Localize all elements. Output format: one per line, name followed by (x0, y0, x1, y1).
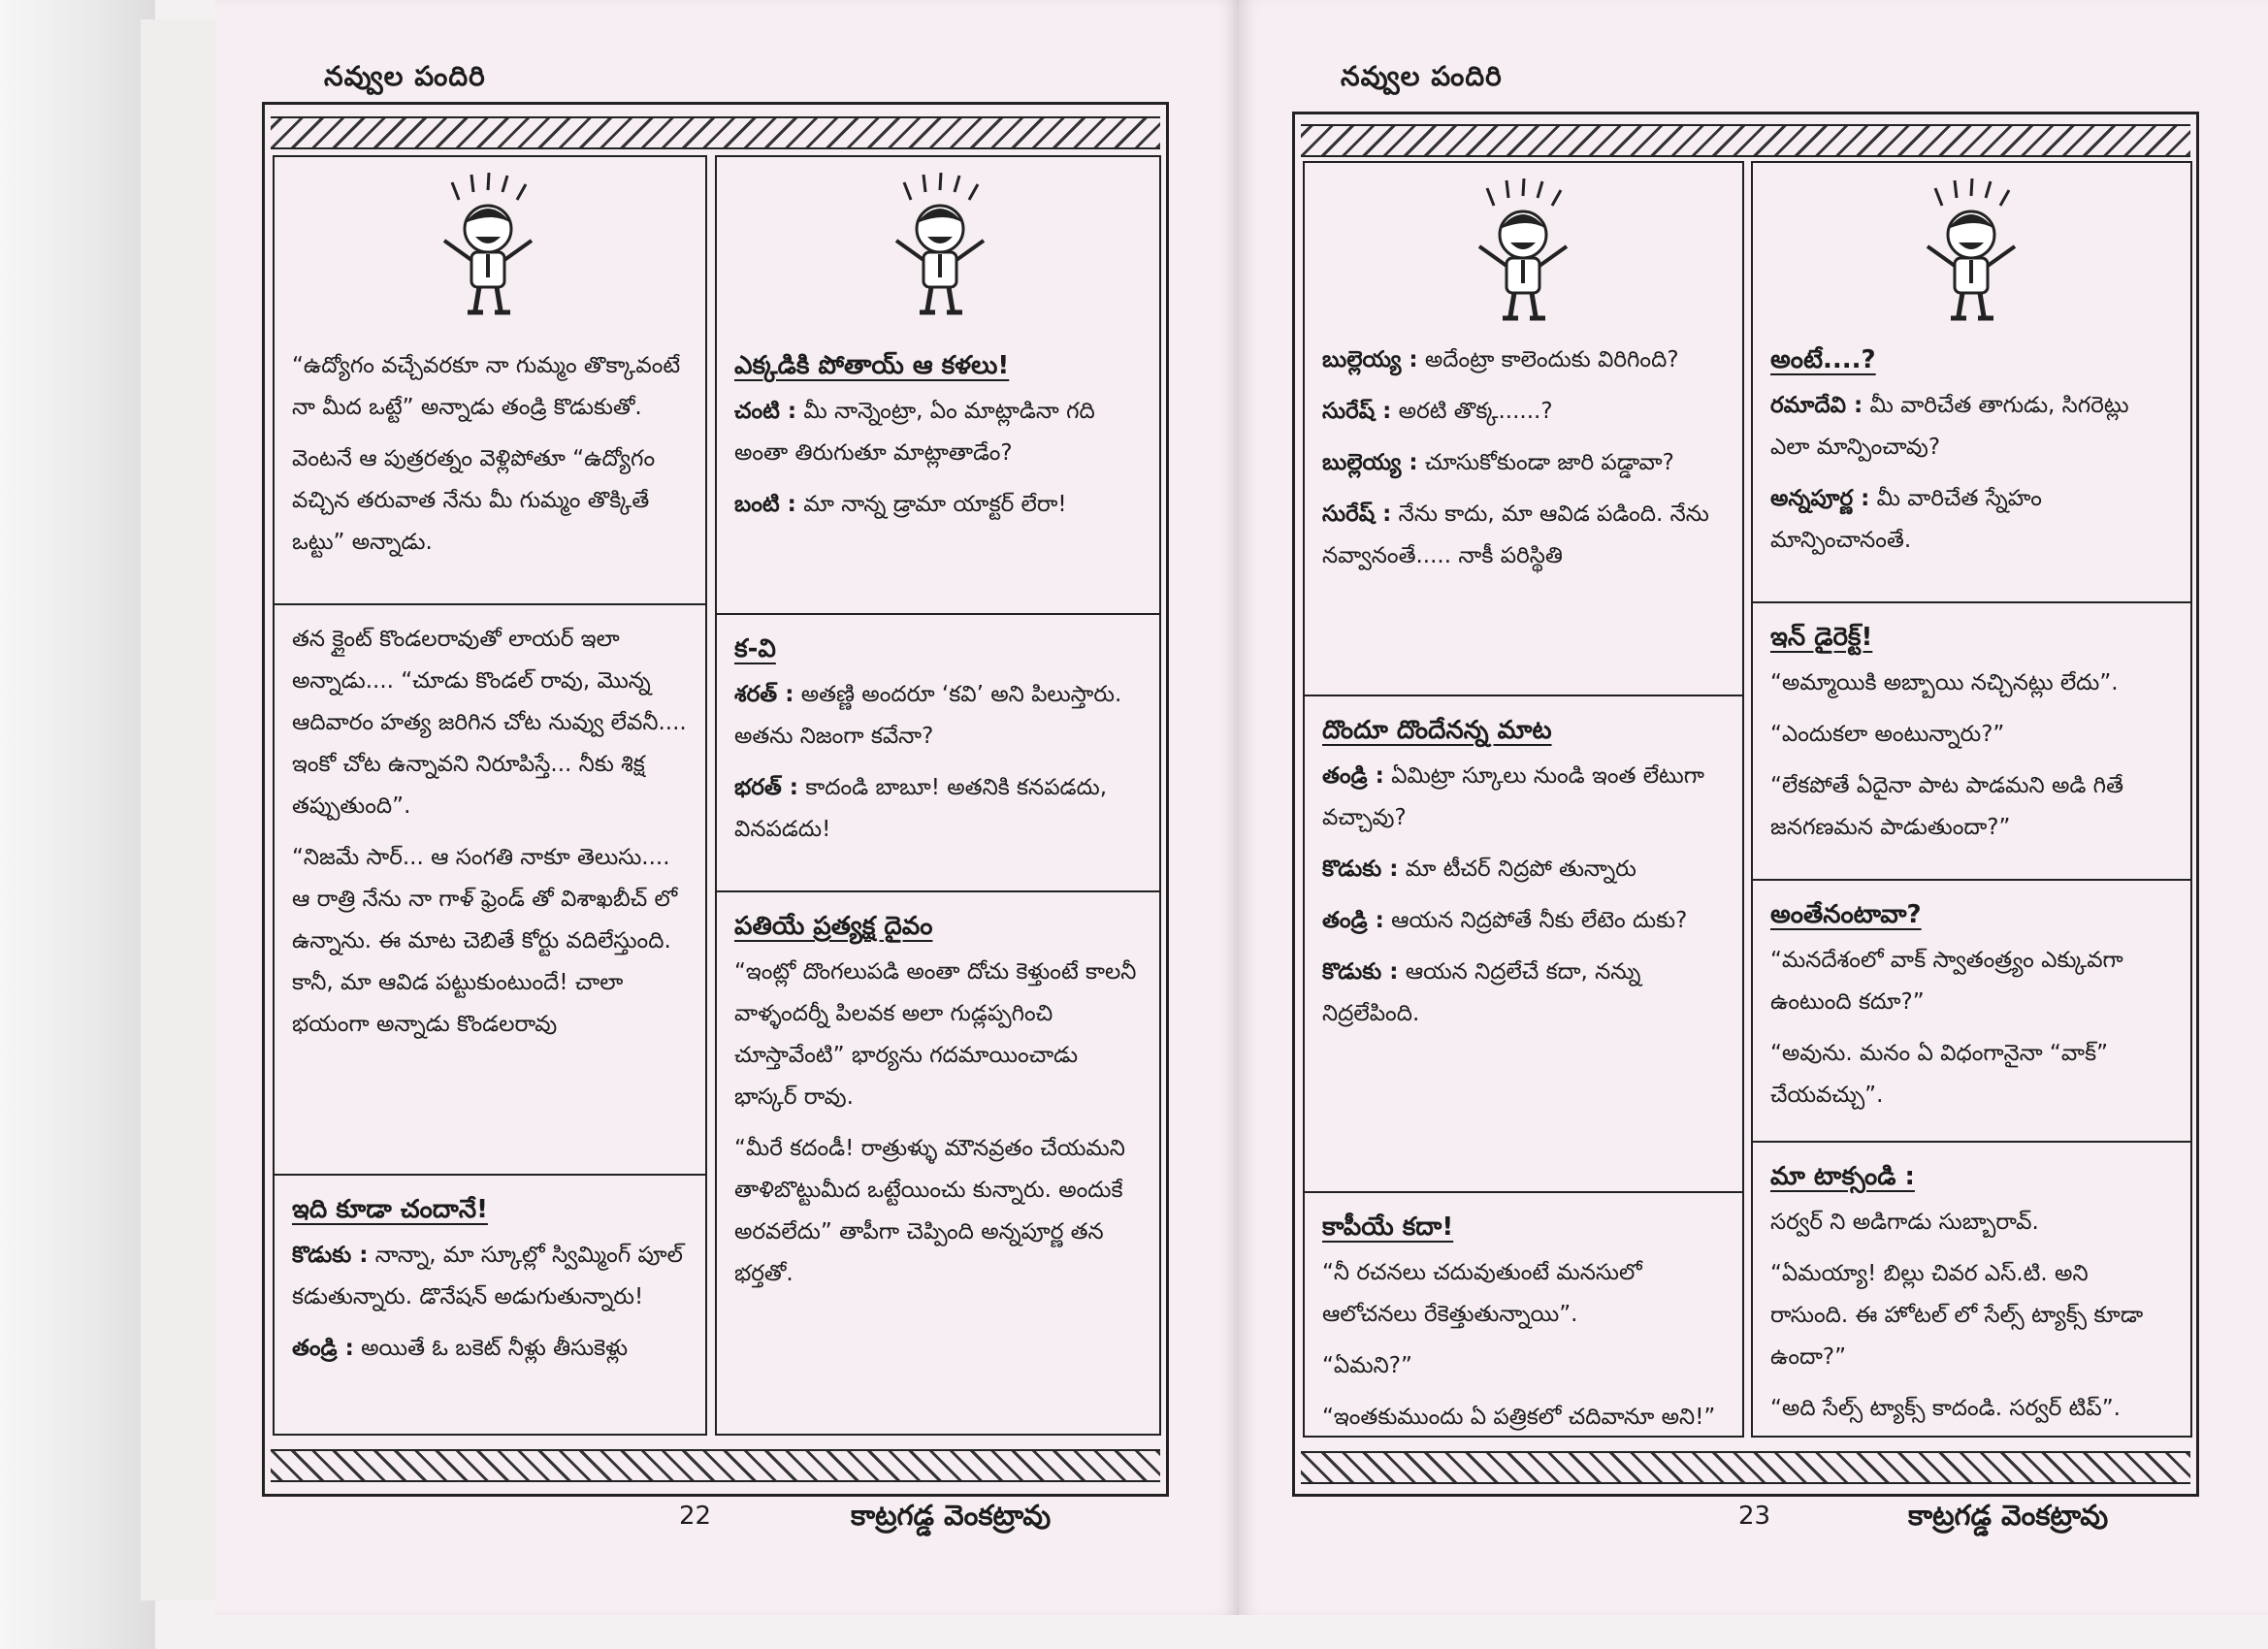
joke-title: కాపీయే కదా! (1322, 1212, 1454, 1242)
page-header: నవ్వుల పందిరి (324, 60, 486, 92)
laughing-boy-icon (1460, 178, 1586, 324)
joke-title: అంటే....? (1770, 345, 1876, 374)
laughing-boy-icon (1908, 178, 2034, 324)
decorative-border-bottom (1301, 1451, 2190, 1484)
column-2 (1751, 161, 2192, 1438)
decorative-border-bottom (271, 1449, 1160, 1482)
joke-title: క-వి (734, 634, 776, 663)
page-header: నవ్వుల పందిరి (1341, 60, 1503, 92)
joke-card: అంతేనంటావా? “మనదేశంలో వాక్ స్వాతంత్ర్యం ఎక్కువగా ఉంటుంది కదూ?” “అవును. మనం ఏ విధంగానైనా “వాక్” చేయవచ్చు”. (1753, 881, 2190, 1126)
joke-card: ఇన్ డైరెక్ట్! “అమ్మాయికి అబ్బాయి నచ్చినట్లు లేదు”. “ఎందుకలా అంటున్నారు?” “లేకపోతే ఏదైనా పాట పాడమని అడి గితే జనగణమన పాడుతుందా?” (1753, 603, 2190, 858)
joke-title: అంతేనంటావా? (1770, 900, 1922, 929)
joke-card: “ఉద్యోగం వచ్చేవరకూ నా గుమ్మం తొక్కావంటే నా మీద ఒట్టే” అన్నాడు తండ్రి కొడుకుతో. వెంటనే ఆ పుత్రరత్నం వెళ్లిపోతూ “ఉద్యోగం వచ్చిన తరువాత నేను మీ గుమ్మం తొక్కితే ఒట్టు” అన్నాడు. (292, 353, 681, 555)
laughing-boy-icon (877, 173, 1003, 318)
joke-card: కాపీయే కదా! “నీ రచనలు చదువుతుంటే మనసులో ఆలోచనలు రేకెత్తుతున్నాయి”. “ఏమని?” “ఇంతకుముందు ఏ పత్రికలో చదివానూ అని!” (1305, 1193, 1742, 1448)
joke-card: ఎక్కడికి పోతాయ్ ఆ కళలు! చంటి : మీ నాన్నెంట్రా, ఏం మాట్లాడినా గది అంతా తిరుగుతూ మాట్లాతాడేం? బంటి : మా నాన్న డ్రామా యాక్టర్ లేరా! (717, 332, 1159, 535)
joke-card: మా టాక్సండి : సర్వర్ ని అడిగాడు సుబ్బారావ్. “ఏమయ్యా! బిల్లు చివర ఎస్.టి. అని రాసుంది. ఈ హోటల్ లో సేల్స్ ట్యాక్స్ కూడా ఉందా?” “అది సేల్స్ ట్యాక్స్ కాదండి. సర్వర్ టిప్”. (1753, 1143, 2190, 1439)
joke-card: పతియే ప్రత్యక్ష దైవం “ఇంట్లో దొంగలుపడి అంతా దోచు కెళ్తుంటే కాలనీ వాళ్ళందర్నీ పిలవక అలా గుడ్లప్పగించి చూస్తావేంటి” భార్యను గదమాయించాడు భాస్కర్ రావు. “మీరే కదండీ! రాత్రుళ్ళు మౌనవ్రతం చేయమని తాళిబొట్టుమీద ఒట్టేయించు కున్నారు. అందుకే అరవలేదు” తాపీగా చెప్పింది అన్నపూర్ణ తన భర్తతో. (717, 892, 1159, 1305)
decorative-border-top (271, 116, 1160, 149)
joke-title: పతియే ప్రత్యక్ష దైవం (734, 912, 933, 941)
right-page (1239, 0, 2268, 1615)
joke-card: తన క్లైంట్ కొండలరావుతో లాయర్ ఇలా అన్నాడు.... “చూడు కొండల్ రావు, మొన్న ఆదివారం హత్య జరిగిన చోట నువ్వు లేవనీ.... ఇంకో చోట ఉన్నావని నిరూపిస్తే... నీకు శిక్ష తప్పుతుంది”. “నిజమే సార్... ఆ సంగతి నాకూ తెలుసు.... ఆ రాత్రి నేను నా గాళ్ ఫ్రెండ్ తో విశాఖబీచ్ లో ఉన్నాను. ఈ మాట చెబితే కోర్టు వదిలేస్తుంది. కానీ, మా ఆవిడ పట్టుకుంటుందే! చాలా భయంగా అన్నాడు కొండలరావు (292, 627, 687, 1037)
content-frame (262, 102, 1169, 1497)
joke-title: ఎక్కడికి పోతాయ్ ఆ కళలు! (734, 351, 1010, 380)
page-number: 23 (1738, 1502, 1771, 1531)
left-page (215, 0, 1239, 1615)
footer-author: కాట్రగడ్డ వెంకట్రావు (1908, 1499, 2109, 1532)
laughing-boy-icon (425, 173, 551, 318)
joke-title: ఇన్ డైరెక్ట్! (1770, 623, 1873, 652)
joke-card: బుల్లెయ్య : అదేంట్రా కాలెందుకు విరిగింది? సురేష్ : అరటి తొక్క......? బుల్లెయ్య : చూసుకోకుండా జారి పడ్డావా? సురేష్ : నేను కాదు, మా ఆవిడ పడింది. నేను నవ్వానంతే..... నాకీ పరిస్థితి (1322, 347, 1709, 568)
content-frame (1292, 112, 2199, 1497)
page-number: 22 (679, 1502, 712, 1531)
column-2 (715, 155, 1161, 1436)
joke-title: దొందూ దొందేనన్న మాట (1322, 716, 1552, 745)
column-1 (1303, 161, 1744, 1438)
decorative-border-top (1301, 124, 2190, 157)
book-edge (0, 0, 155, 1649)
column-1 (273, 155, 707, 1436)
joke-card: దొందూ దొందేనన్న మాట తండ్రి : ఏమిట్రా స్కూలు నుండి ఇంత లేటుగా వచ్చావు? కొడుకు : మా టీచర్ నిద్రపో తున్నారు తండ్రి : ఆయన నిద్రపోతే నీకు లేటెం దుకు? కొడుకు : ఆయన నిద్రలేచే కదా, నన్ను నిద్రలేపింది. (1305, 696, 1742, 1045)
footer-author: కాట్రగడ్డ వెంకట్రావు (851, 1499, 1052, 1532)
joke-card: క-వి శరత్ : అతణ్ణి అందరూ ‘కవి’ అని పిలుస్తారు. అతను నిజంగా కవేనా? భరత్ : కాదండి బాబూ! అతనికి కనపడదు, వినపడదు! (717, 615, 1159, 860)
joke-card: అంటే....? రమాదేవి : మీ వారిచేత తాగుడు, సిగరెట్లు ఎలా మాన్పించావు? అన్నపూర్ణ : మీ వారిచేత స్నేహం మాన్పించానంతే. (1753, 326, 2190, 571)
joke-title: ఇది కూడా చందానే! (292, 1195, 488, 1224)
joke-card: ఇది కూడా చందానే! కొడుకు : నాన్నా, మా స్కూల్లో స్విమ్మింగ్ పూల్ కడుతున్నారు. డొనేషన్ అడుగుతున్నారు! తండ్రి : అయితే ఓ బకెట్ నీళ్లు తీసుకెళ్లు (275, 1176, 705, 1379)
joke-title: మా టాక్సండి : (1770, 1162, 1915, 1191)
